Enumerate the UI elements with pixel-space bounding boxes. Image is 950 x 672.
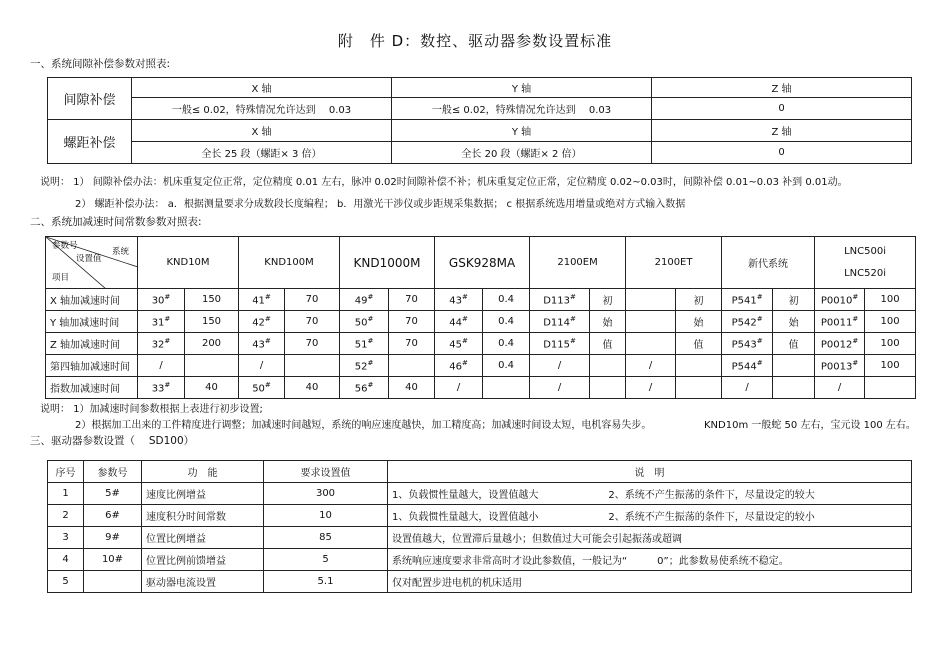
section2-note-2: 2）根据加工出来的工件精度进行调整；加减速时间越短，系统的响应速度越快，加工精度高；加减速时间设太短，电机容易失步。	[75, 420, 652, 431]
axis-header: Y 轴	[392, 120, 652, 142]
system-header: KND100M	[239, 237, 340, 289]
driver-row	[48, 505, 912, 527]
accel-table	[45, 236, 916, 399]
accel-row	[46, 355, 916, 377]
driver-row	[48, 527, 912, 549]
value-cell: 0	[652, 142, 912, 164]
accel-cell-value: 52	[354, 361, 368, 373]
accel-cell	[722, 333, 773, 355]
accel-cell	[815, 289, 865, 311]
accel-cell	[676, 377, 722, 399]
driver-cell-func: 位置比例增益	[142, 527, 264, 549]
accel-cell	[815, 355, 865, 377]
accel-cell	[676, 289, 722, 311]
axis-header: Z 轴	[652, 120, 912, 142]
accel-cell	[773, 311, 815, 333]
accel-cell-value: 70	[305, 316, 319, 327]
accel-cell-value: 70	[405, 294, 418, 305]
accel-cell	[435, 355, 483, 377]
accel-cell-value: 0.4	[498, 360, 514, 371]
accel-table-body	[46, 289, 916, 399]
accel-cell-value: P543	[731, 339, 757, 351]
sharp-mark: #	[264, 380, 271, 389]
sharp-mark: #	[461, 358, 468, 367]
sharp-mark: #	[264, 314, 271, 323]
accel-cell-value: 43	[252, 339, 265, 351]
sharp-mark: #	[852, 314, 859, 323]
driver-cell-func: 位置比例前馈增益	[142, 549, 264, 571]
sharp-mark: #	[570, 314, 576, 323]
corner-item-label: 项目	[52, 273, 70, 283]
sharp-mark: #	[367, 292, 374, 301]
accel-cell-value: 31	[151, 317, 165, 329]
accel-cell-value: D114	[543, 317, 570, 329]
accel-cell	[626, 289, 676, 311]
accel-cell	[285, 377, 340, 399]
driver-cell-no: 3	[48, 527, 84, 549]
accel-cell-value: P544	[731, 361, 757, 373]
accel-cell-value: D113	[543, 295, 570, 307]
accel-cell-value: /	[557, 382, 562, 393]
driver-table-body	[48, 483, 912, 593]
section1-note-1: 说明： 1） 间隙补偿办法：机床重复定位正常，定位精度 0.01 左右，脉冲 0.02时间隙补偿不补；机床重复定位正常，定位精度 0.02~0.03时，间隙补偿 0.01~0.03 补到 0.01动。	[40, 177, 848, 188]
accel-cell-value: /	[837, 382, 842, 393]
driver-cell-desc: 1、负载惯性量越大，设置值越小 2、系统不产生振荡的条件下，尽量设定的较小	[388, 505, 912, 527]
accel-cell	[185, 333, 239, 355]
accel-cell-value: 70	[405, 316, 418, 327]
accel-cell	[239, 333, 285, 355]
accel-cell-value: 43	[449, 295, 462, 307]
accel-cell	[435, 289, 483, 311]
sharp-mark: #	[570, 292, 576, 301]
driver-cell-param: 10#	[84, 549, 142, 571]
system-header: KND1000M	[340, 237, 435, 289]
accel-row	[46, 377, 916, 399]
accel-cell-value: 45	[449, 339, 462, 351]
accel-cell-value: /	[745, 382, 749, 393]
sharp-mark: #	[852, 336, 859, 345]
driver-cell-no: 4	[48, 549, 84, 571]
accel-cell	[285, 311, 340, 333]
accel-cell	[435, 333, 483, 355]
accel-cell	[815, 377, 865, 399]
accel-cell-value: 51	[354, 339, 368, 351]
accel-cell	[138, 311, 185, 333]
sharp-mark: #	[264, 336, 271, 345]
accel-cell	[340, 333, 389, 355]
accel-cell-value: 0.4	[498, 294, 514, 305]
accel-cell-value: P0010	[820, 295, 853, 307]
sharp-mark: #	[367, 380, 374, 389]
row-label: 螺距补偿	[48, 120, 132, 164]
accel-cell	[483, 333, 530, 355]
accel-cell	[676, 311, 722, 333]
accel-cell	[626, 377, 676, 399]
corner-setting-label: 设置值	[76, 254, 102, 264]
accel-cell	[138, 333, 185, 355]
accel-cell-value: 初	[788, 296, 799, 307]
accel-cell	[722, 289, 773, 311]
accel-cell-value: 始	[693, 318, 704, 329]
sharp-mark: #	[852, 358, 859, 367]
accel-cell-value: 100	[880, 338, 900, 349]
accel-cell	[483, 289, 530, 311]
accel-cell	[865, 289, 916, 311]
accel-cell-value: P0013	[820, 361, 853, 373]
sharp-mark: #	[756, 336, 763, 345]
accel-row	[46, 311, 916, 333]
accel-cell	[626, 311, 676, 333]
system-header: 新代系统	[722, 237, 815, 289]
accel-cell	[530, 333, 590, 355]
accel-cell-value: 200	[201, 338, 222, 349]
driver-table	[47, 460, 912, 593]
accel-cell-value: /	[648, 382, 653, 393]
axis-header: Y 轴	[392, 78, 652, 98]
accel-cell	[185, 355, 239, 377]
driver-cell-no: 5	[48, 571, 84, 593]
corner-param-label: 参数号	[52, 241, 78, 251]
system-header-line: LNC500i	[844, 245, 887, 257]
accel-cell-value: 0.4	[498, 338, 514, 349]
value-cell: 0	[652, 98, 912, 120]
driver-cell-value: 5	[264, 549, 388, 571]
accel-cell-value: 50	[252, 383, 265, 395]
accel-cell	[676, 355, 722, 377]
accel-cell	[340, 355, 389, 377]
sharp-mark: #	[164, 314, 171, 323]
sharp-mark: #	[164, 336, 171, 345]
accel-cell-value: 150	[201, 316, 222, 327]
accel-cell-value: 33	[151, 383, 165, 395]
accel-cell	[340, 311, 389, 333]
accel-cell	[530, 289, 590, 311]
accel-cell	[865, 355, 916, 377]
accel-row-label: Y 轴加减速时间	[46, 311, 138, 333]
accel-cell-value: 70	[405, 338, 418, 349]
accel-cell	[530, 377, 590, 399]
accel-cell-value: 70	[305, 294, 319, 305]
driver-cell-value: 85	[264, 527, 388, 549]
accel-cell-value: 初	[693, 296, 704, 307]
accel-cell	[435, 377, 483, 399]
accel-row-label: Z 轴加减速时间	[46, 333, 138, 355]
accel-cell	[590, 311, 626, 333]
sharp-mark: #	[367, 358, 374, 367]
backlash-table	[47, 77, 912, 164]
accel-cell	[722, 377, 773, 399]
accel-cell	[676, 333, 722, 355]
accel-cell	[590, 355, 626, 377]
header-value: 要求设置值	[264, 461, 388, 483]
accel-cell-value: 32	[151, 339, 165, 351]
accel-cell	[530, 311, 590, 333]
driver-cell-desc: 设置值越大，位置滞后量越小；但数值过大可能会引起振荡或超调	[388, 527, 912, 549]
accel-cell	[815, 333, 865, 355]
accel-cell-value: /	[648, 360, 653, 371]
system-header: 2100ET	[626, 237, 722, 289]
accel-cell	[530, 355, 590, 377]
sharp-mark: #	[461, 336, 468, 345]
accel-cell-value: 150	[201, 294, 222, 305]
accel-cell	[239, 377, 285, 399]
accel-cell-value: 49	[354, 295, 368, 307]
accel-row-label: X 轴加减速时间	[46, 289, 138, 311]
driver-row	[48, 483, 912, 505]
value-cell: 全长 20 段（螺距× 2 倍）	[392, 142, 652, 164]
accel-cell	[239, 311, 285, 333]
accel-cell	[389, 333, 435, 355]
accel-cell-value: 40	[305, 382, 319, 393]
accel-cell	[483, 377, 530, 399]
accel-cell-value: 40	[405, 382, 418, 393]
accel-cell	[389, 289, 435, 311]
header-param: 参数号	[84, 461, 142, 483]
accel-row	[46, 333, 916, 355]
axis-header: Z 轴	[652, 78, 912, 98]
accel-cell	[865, 311, 916, 333]
accel-cell	[138, 377, 185, 399]
axis-header: X 轴	[132, 120, 392, 142]
accel-cell	[865, 377, 916, 399]
accel-cell-value: /	[557, 360, 562, 371]
accel-cell	[285, 355, 340, 377]
accel-cell-value: 56	[354, 383, 368, 395]
accel-cell	[590, 289, 626, 311]
section2-note-1: 说明： 1）加减速时间参数根据上表进行初步设置;	[40, 404, 263, 415]
accel-cell	[239, 289, 285, 311]
accel-cell-value: 40	[205, 382, 218, 393]
system-header-line: LNC520i	[844, 267, 887, 279]
sharp-mark: #	[367, 336, 374, 345]
accel-cell-value: 值	[788, 340, 799, 351]
accel-cell-value: 41	[252, 295, 265, 307]
accel-cell	[626, 333, 676, 355]
section1-heading: 一、系统间隙补偿参数对照表:	[30, 58, 171, 70]
accel-cell-value: 0.4	[498, 316, 514, 327]
driver-cell-desc: 仅对配置步进电机的机床适用	[388, 571, 912, 593]
accel-cell	[389, 355, 435, 377]
accel-cell	[340, 289, 389, 311]
driver-cell-param	[84, 571, 142, 593]
accel-cell-value: 42	[252, 317, 265, 329]
accel-cell-value: 100	[880, 316, 900, 327]
accel-cell-value: P541	[731, 295, 757, 307]
accel-cell	[185, 377, 239, 399]
value-cell: 全长 25 段（螺距× 3 倍）	[132, 142, 392, 164]
page-title: 附 件 D：数控、驱动器参数设置标准	[337, 32, 613, 50]
accel-cell	[590, 333, 626, 355]
accel-row	[46, 289, 916, 311]
accel-cell-value: D115	[543, 339, 570, 351]
system-header	[815, 237, 916, 289]
header-func: 功 能	[142, 461, 264, 483]
accel-cell	[626, 355, 676, 377]
accel-cell	[590, 377, 626, 399]
accel-cell	[483, 311, 530, 333]
system-header: GSK928MA	[435, 237, 530, 289]
sharp-mark: #	[264, 292, 271, 301]
system-header: KND10M	[138, 237, 239, 289]
driver-cell-param: 9#	[84, 527, 142, 549]
driver-cell-func: 速度积分时间常数	[142, 505, 264, 527]
driver-cell-desc: 1、负载惯性量越大，设置值越大 2、系统不产生振荡的条件下，尽量设定的较大	[388, 483, 912, 505]
accel-cell-value: /	[159, 360, 163, 371]
driver-row	[48, 549, 912, 571]
accel-cell-value: 始	[602, 318, 613, 329]
accel-cell-value: P542	[731, 317, 757, 329]
sharp-mark: #	[164, 380, 171, 389]
accel-cell-value: 30	[151, 295, 165, 307]
accel-cell-value: 70	[305, 338, 319, 349]
driver-cell-no: 1	[48, 483, 84, 505]
accel-cell	[773, 333, 815, 355]
accel-row-label: 第四轴加减速时间	[46, 355, 138, 377]
accel-cell-value: P0011	[820, 317, 853, 329]
corner-header	[46, 237, 138, 289]
sharp-mark: #	[756, 358, 763, 367]
accel-cell-value: 始	[788, 318, 799, 329]
accel-cell	[389, 377, 435, 399]
accel-cell-value: 值	[693, 340, 704, 351]
section2-heading: 二、系统加减速时间常数参数对照表:	[30, 216, 202, 228]
accel-cell-value: 100	[880, 294, 900, 305]
driver-row	[48, 571, 912, 593]
system-header: 2100EM	[530, 237, 626, 289]
accel-cell	[185, 311, 239, 333]
accel-cell-value: 46	[449, 361, 462, 373]
accel-cell	[435, 311, 483, 333]
driver-cell-no: 2	[48, 505, 84, 527]
accel-cell-value: 44	[449, 317, 462, 329]
driver-cell-value: 5.1	[264, 571, 388, 593]
accel-cell	[773, 355, 815, 377]
accel-cell	[185, 289, 239, 311]
sharp-mark: #	[164, 292, 171, 301]
corner-system-label: 系统	[112, 247, 130, 257]
sharp-mark: #	[852, 292, 859, 301]
sharp-mark: #	[756, 314, 763, 323]
accel-cell-value: /	[259, 360, 264, 371]
accel-cell-value: P0012	[820, 339, 853, 351]
sharp-mark: #	[570, 336, 576, 345]
driver-cell-param: 6#	[84, 505, 142, 527]
driver-cell-desc: 系统响应速度要求非常高时才设此参数值，一般记为“ 0”；此参数易使系统不稳定。	[388, 549, 912, 571]
driver-cell-func: 速度比例增益	[142, 483, 264, 505]
header-desc: 说 明	[388, 461, 912, 483]
section1-note-2: 2） 螺距补偿办法： a．根据测量要求分成数段长度编程； b．用激光干涉仪或步距规采集数据； c 根据系统选用增量或绝对方式输入数据	[75, 199, 686, 210]
accel-cell	[138, 355, 185, 377]
value-cell: 一般≤ 0.02，特殊情况允许达到 0.03	[132, 98, 392, 120]
accel-cell	[239, 355, 285, 377]
sharp-mark: #	[461, 314, 468, 323]
accel-cell	[389, 311, 435, 333]
section2-note-2b: KND10m 一般蛇 50 左右，宝元设 100 左右。	[704, 420, 916, 431]
accel-cell-value: 值	[602, 340, 613, 351]
driver-cell-value: 300	[264, 483, 388, 505]
accel-cell	[340, 377, 389, 399]
accel-cell	[285, 333, 340, 355]
driver-cell-param: 5#	[84, 483, 142, 505]
accel-cell-value: 初	[602, 296, 613, 307]
accel-cell	[815, 311, 865, 333]
accel-cell-value: 50	[354, 317, 368, 329]
accel-cell	[483, 355, 530, 377]
accel-cell	[722, 355, 773, 377]
row-label: 间隙补偿	[48, 78, 132, 120]
driver-cell-func: 驱动器电流设置	[142, 571, 264, 593]
sharp-mark: #	[367, 314, 374, 323]
header-no: 序号	[48, 461, 84, 483]
section3-heading: 三、驱动器参数设置（ SD100）	[30, 435, 195, 447]
accel-cell	[865, 333, 916, 355]
accel-cell	[722, 311, 773, 333]
accel-cell	[285, 289, 340, 311]
accel-row-label: 指数加减速时间	[46, 377, 138, 399]
sharp-mark: #	[461, 292, 468, 301]
axis-header: X 轴	[132, 78, 392, 98]
driver-cell-value: 10	[264, 505, 388, 527]
accel-cell-value: 100	[880, 360, 900, 371]
sharp-mark: #	[756, 292, 763, 301]
accel-cell	[773, 289, 815, 311]
accel-cell-value: /	[456, 382, 461, 393]
accel-cell	[773, 377, 815, 399]
accel-cell	[138, 289, 185, 311]
value-cell: 一般≤ 0.02，特殊情况允许达到 0.03	[392, 98, 652, 120]
